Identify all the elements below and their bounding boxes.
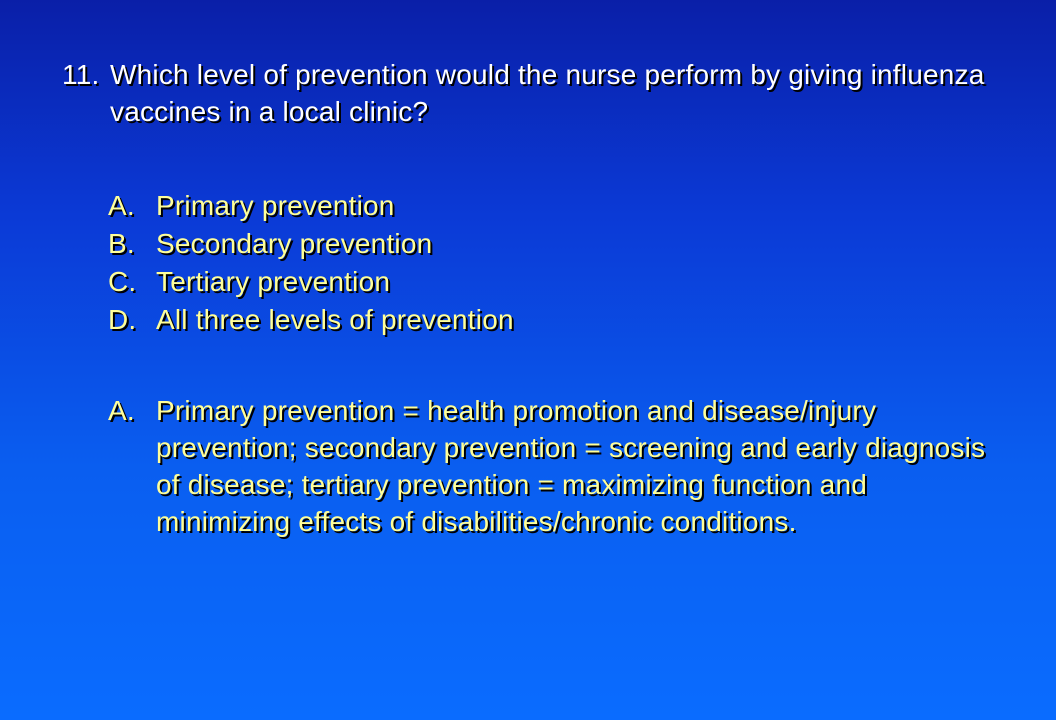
answer-explanation: Primary prevention = health promotion and disease/injury prevention; secondary prevention = screening and early diagnosis of disease; tertiary prevention = maximizing function and minimizing effects of disabilities/chronic conditions. bbox=[156, 395, 986, 537]
option-letter: D. bbox=[108, 304, 137, 335]
answer-letter: A. bbox=[108, 395, 135, 426]
question-block bbox=[62, 56, 1022, 130]
option-b bbox=[108, 225, 1008, 263]
option-text: All three levels of prevention bbox=[156, 304, 514, 335]
question-number: 11. bbox=[62, 59, 100, 90]
answer-block bbox=[108, 392, 988, 540]
option-text: Tertiary prevention bbox=[156, 266, 391, 297]
option-list bbox=[108, 187, 1008, 339]
option-letter: C. bbox=[108, 266, 137, 297]
question-text: Which level of prevention would the nurse perform by giving influenza vaccines in a local clinic? bbox=[110, 59, 985, 127]
option-text: Primary prevention bbox=[156, 190, 395, 221]
option-c bbox=[108, 263, 1008, 301]
option-letter: A. bbox=[108, 190, 135, 221]
option-letter: B. bbox=[108, 228, 135, 259]
option-d bbox=[108, 301, 1008, 339]
option-a bbox=[108, 187, 1008, 225]
option-text: Secondary prevention bbox=[156, 228, 433, 259]
